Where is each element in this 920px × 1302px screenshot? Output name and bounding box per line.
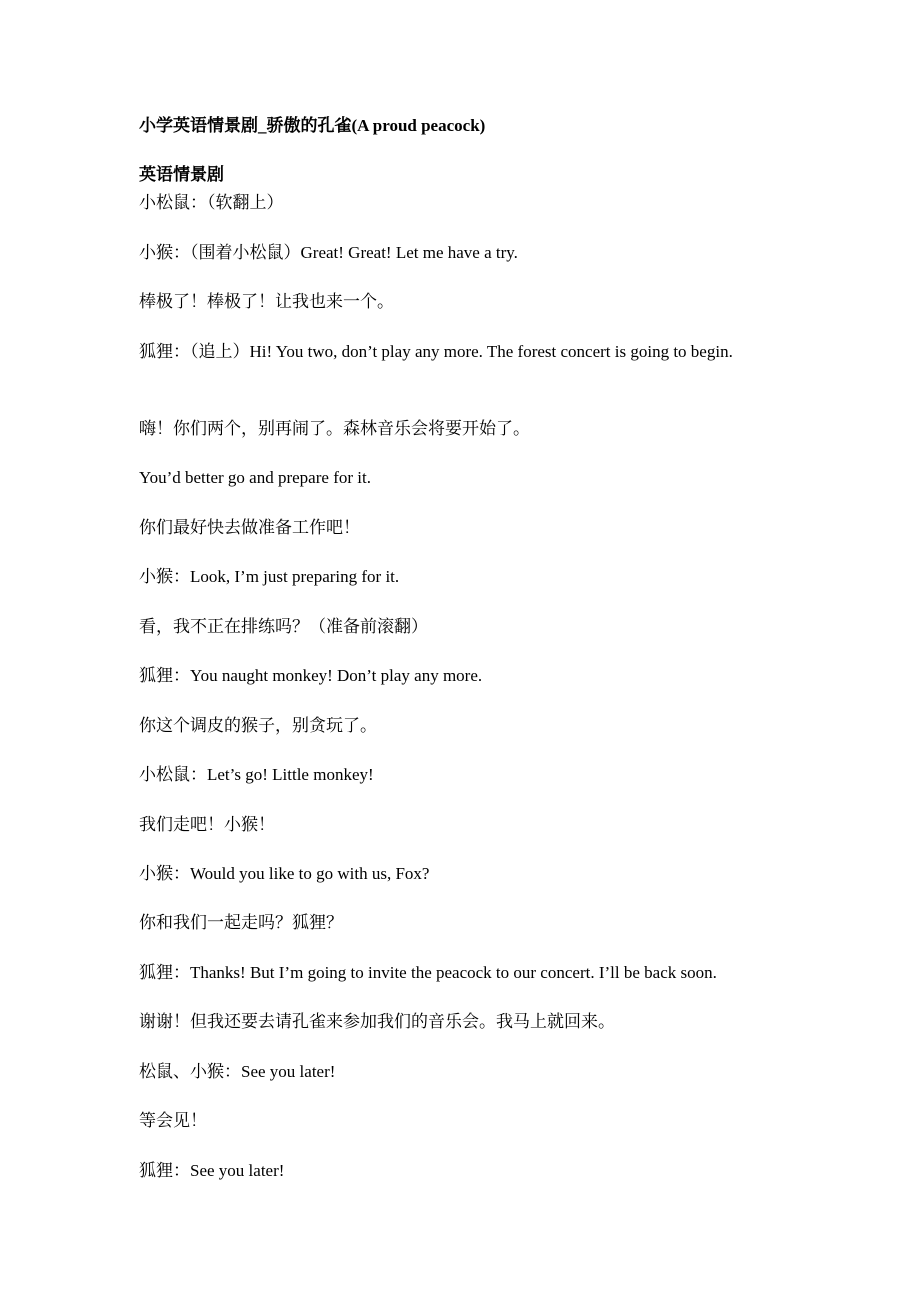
- dialogue-line: 狐狸：You naught monkey! Don’t play any more.: [139, 666, 483, 685]
- document-title: 小学英语情景剧_骄傲的孔雀(A proud peacock): [139, 116, 486, 135]
- dialogue-line: 等会见！: [139, 1111, 207, 1130]
- dialogue-line: 你这个调皮的猴子，别贪玩了。: [139, 716, 377, 735]
- dialogue-line: 谢谢！但我还要去请孔雀来参加我们的音乐会。我马上就回来。: [139, 1012, 615, 1031]
- dialogue-line: 你们最好快去做准备工作吧！: [139, 518, 360, 537]
- dialogue-line: 狐狸：（追上）Hi! You two, don’t play any more. The forest concert is going to begin.: [139, 342, 733, 361]
- dialogue-line: You’d better go and prepare for it.: [139, 468, 371, 487]
- document-subtitle: 英语情景剧: [139, 165, 224, 184]
- dialogue-line: 小猴：Look, I’m just preparing for it.: [139, 567, 400, 586]
- dialogue-line: 我们走吧！小猴！: [139, 815, 275, 834]
- dialogue-line: 小松鼠：（软翻上）: [139, 193, 284, 212]
- dialogue-line: 小松鼠：Let’s go! Little monkey!: [139, 765, 374, 784]
- dialogue-line: 小猴：Would you like to go with us, Fox?: [139, 864, 430, 883]
- dialogue-line: 小猴：（围着小松鼠）Great! Great! Let me have a try.: [139, 243, 518, 262]
- dialogue-line: 嗨！你们两个，别再闹了。森林音乐会将要开始了。: [139, 419, 530, 438]
- dialogue-line: 看，我不正在排练吗？（准备前滚翻）: [139, 617, 428, 636]
- dialogue-line: 棒极了！棒极了！让我也来一个。: [139, 292, 394, 311]
- dialogue-line: 狐狸：See you later!: [139, 1161, 285, 1180]
- dialogue-line: 狐狸：Thanks! But I’m going to invite the peacock to our concert. I’ll be back soon.: [139, 963, 717, 982]
- dialogue-line: 你和我们一起走吗？狐狸？: [139, 913, 343, 932]
- dialogue-line: 松鼠、小猴：See you later!: [139, 1062, 336, 1081]
